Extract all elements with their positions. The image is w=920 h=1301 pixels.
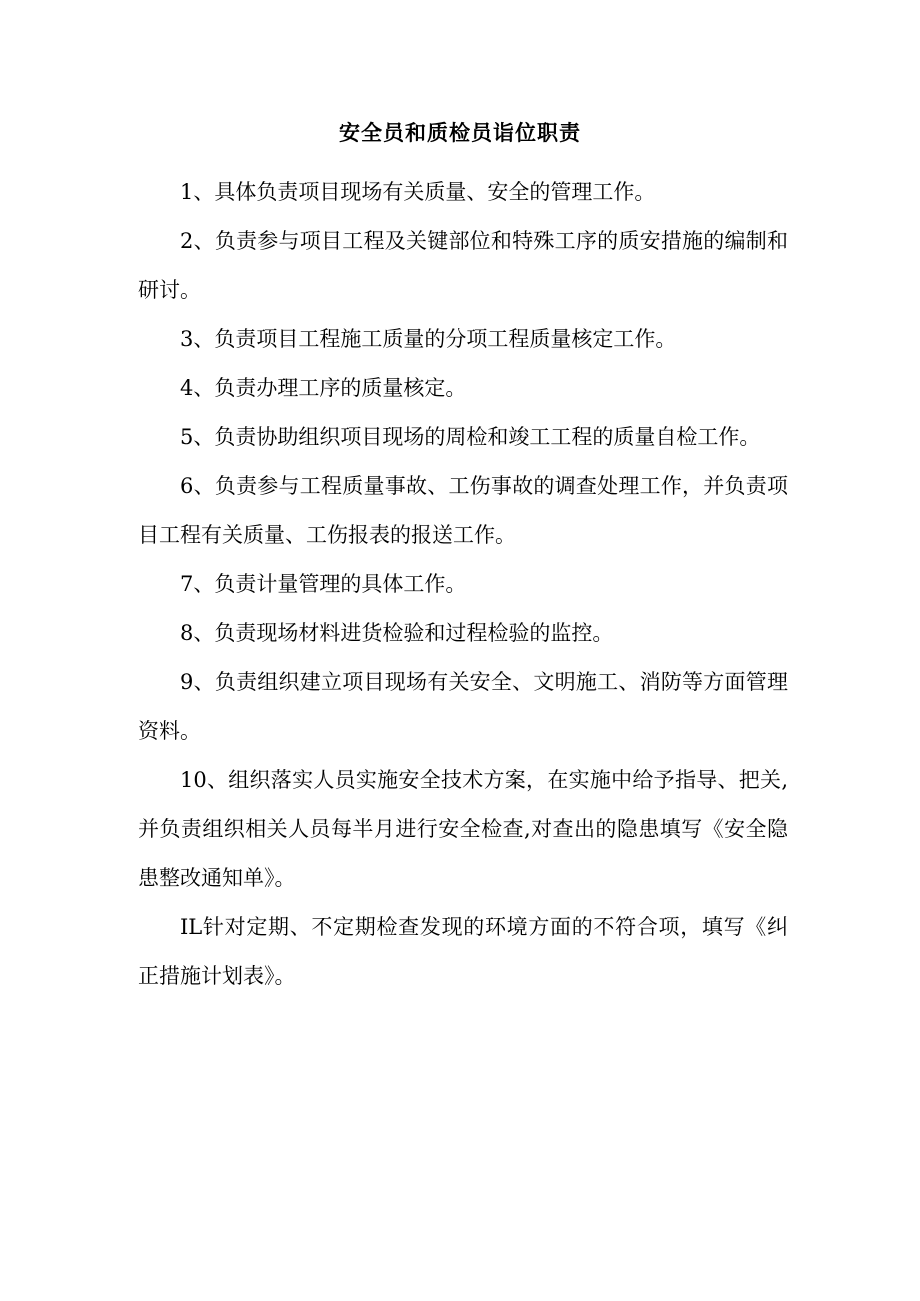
paragraph-6: 6、负责参与工程质量事故、工伤事故的调查处理工作，并负责项目工程有关质量、工伤报表的报送工作。: [138, 474, 788, 547]
document-title: 安全员和质检员诣位职责: [339, 121, 581, 145]
document-body: [138, 168, 788, 1001]
paragraph-4: 4、负责办理工序的质量核定。: [180, 376, 467, 400]
paragraph-5: 5、负责协助组织项目现场的周检和竣工工程的质量自检工作。: [180, 425, 761, 449]
paragraph-3: 3、负责项目工程施工质量的分项工程质量核定工作。: [180, 327, 677, 351]
paragraph-9: 9、负责组织建立项目现场有关安全、文明施工、消防等方面管理资料。: [138, 670, 788, 743]
paragraph-1: 1、具体负责项目现场有关质量、安全的管理工作。: [180, 180, 656, 204]
paragraph-7: 7、负责计量管理的具体工作。: [180, 572, 467, 596]
paragraph-10: 10、组织落实人员实施安全技术方案，在实施中给予指导、把关,并负责组织相关人员每半月进行安全检查,对查出的隐患填写《安全隐患整改通知单》。: [138, 768, 788, 890]
paragraph-8: 8、负责现场材料进货检验和过程检验的监控。: [180, 621, 614, 645]
paragraph-11: IL针对定期、不定期检查发现的环境方面的不符合项，填写《纠正措施计划表》。: [138, 915, 788, 988]
paragraph-2: 2、负责参与项目工程及关键部位和特殊工序的质安措施的编制和研讨。: [138, 229, 788, 302]
